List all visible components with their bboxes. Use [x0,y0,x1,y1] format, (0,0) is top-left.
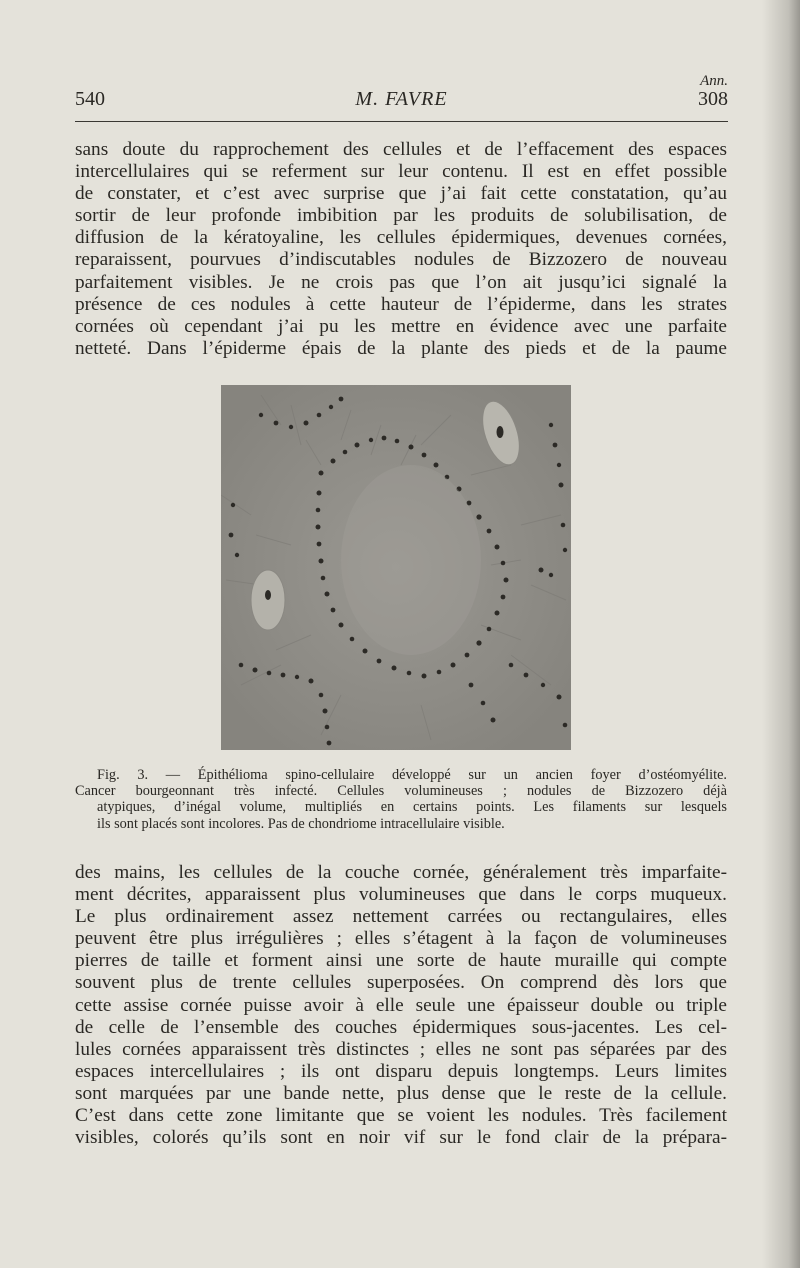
text-line: C’est dans cette zone limitante que se voient les nodules. Très facilement [75,1105,727,1127]
caption-line: ils sont placés sont incolores. Pas de chondriome intracellulaire visible. [97,815,505,832]
journal-label: Ann. [700,73,728,89]
micrograph-figure [221,385,571,750]
text-line: sont marquées par une bande nette, plus dense que le reste de la cellule. [75,1082,727,1104]
text-line: espaces intercellulaires ; ils ont disparu depuis longtemps. Leurs limites [75,1060,727,1082]
text-line: intercellulaires qui se referment sur leur contenu. Il est en effet possible [75,161,727,183]
journal-page-number: 308 [698,88,728,110]
text-line: de constater, et c’est avec surprise que j’ai fait cette constatation, qu’au [75,183,727,205]
text-line: lules cornées apparaissent très distinctes ; elles ne sont pas séparées par des [75,1038,727,1060]
text-line: sortir de leur profonde imbibition par les produits de solubilisation, de [75,205,727,227]
caption-line: Fig. 3. — Épithélioma spino-cellulaire développé sur un ancien foyer d’ostéomyélite. [97,767,727,783]
header-rule [75,121,728,122]
text-line: sans doute du rapprochement des cellules et de l’effacement des espaces [75,139,727,160]
text-line: pierres de taille et forment ainsi une sorte de haute muraille qui compte [75,950,727,972]
paragraph-before-figure [75,139,727,360]
text-line: reparaissent, pourvues d’indiscutables nodules de Bizzozero de nouveau [75,249,727,271]
running-title-author: M. FAVRE [355,88,448,110]
text-line: de celle de l’ensemble des couches épidermiques sous-jacentes. Les cel- [75,1016,727,1038]
caption-line: atypiques, d’inégal volume, multipliés en certains points. Les filaments sur lesquels [97,799,727,816]
running-header [75,73,728,118]
text-line: cette assise cornée puisse avoir à elle seule une épaisseur double ou triple [75,994,727,1016]
figure-caption [75,767,727,832]
micrograph-image [221,385,571,750]
page-number: 540 [75,88,105,110]
caption-line: Cancer bourgeonnant très infecté. Cellules volumineuses ; nodules de Bizzozero déjà [75,783,727,800]
paragraph-after-figure [75,862,727,1149]
text-line: ment décrites, apparaissent plus volumineuses que dans le corps muqueux. [75,884,727,906]
text-line: diffusion de la kératoyaline, les cellules épidermiques, devenues cornées, [75,227,727,249]
text-line: netteté. Dans l’épiderme épais de la plante des pieds et de la paume [75,337,727,359]
text-line: parfaitement visibles. Je ne crois pas que l’on ait jusqu’ici signalé la [75,271,727,293]
text-line: cornées où cependant j’ai pu les mettre en évidence avec une parfaite [75,315,727,337]
text-line: peuvent être plus irrégulières ; elles s’étagent à la façon de volumineuses [75,928,727,950]
text-line: présence de ces nodules à cette hauteur de l’épiderme, dans les strates [75,293,727,315]
text-line: visibles, colorés qu’ils sont en noir vif sur le fond clair de la prépara- [75,1127,727,1149]
text-line: Le plus ordinairement assez nettement carrées ou rectangulaires, elles [75,906,727,928]
text-line: des mains, les cellules de la couche cornée, généralement très imparfaite- [75,862,727,883]
page-edge-shadow [762,0,800,1268]
text-line: souvent plus de trente cellules superposées. On comprend dès lors que [75,972,727,994]
